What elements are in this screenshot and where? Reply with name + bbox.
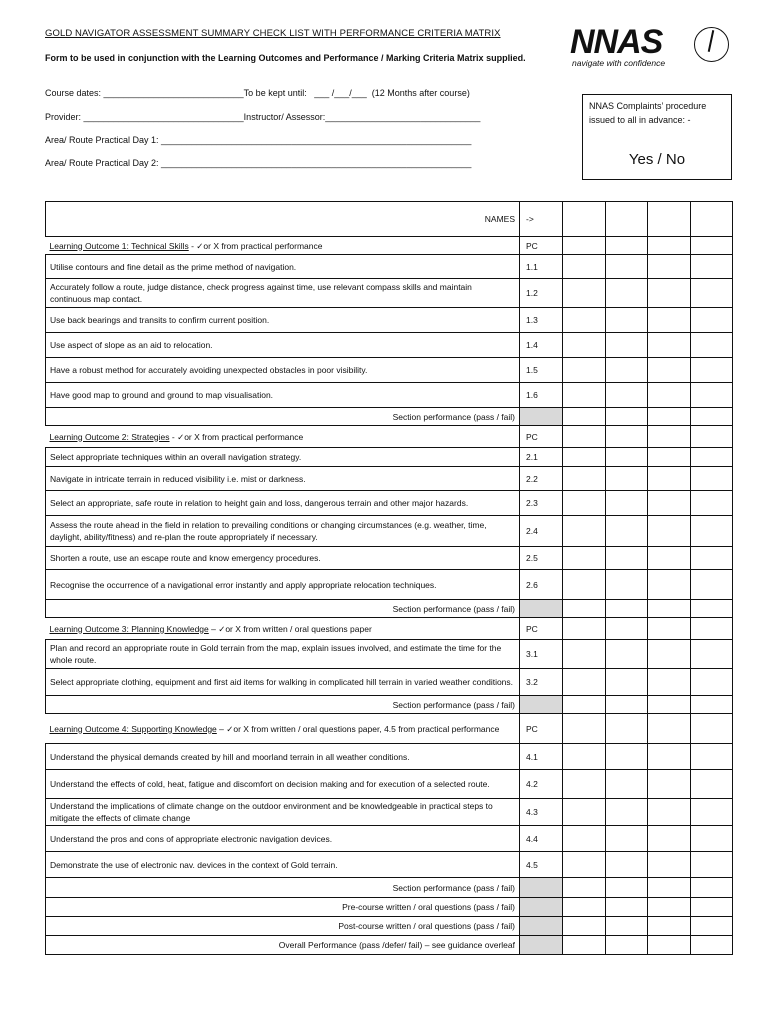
criteria-row <box>46 770 733 799</box>
candidate-name-cell[interactable] <box>563 202 606 237</box>
criteria-text: Shorten a route, use an escape route and know emergency procedures. <box>46 547 520 570</box>
criteria-text: Use back bearings and transits to confirm current position. <box>46 308 520 333</box>
assessment-cell[interactable] <box>648 333 691 358</box>
criteria-code: 4.1 <box>520 744 563 770</box>
section-performance-label: Section performance (pass / fail) <box>46 878 520 898</box>
learning-outcome-instruction: – ✓or X from written / oral questions paper <box>208 623 372 634</box>
section-performance-row <box>46 878 733 898</box>
criteria-text: Recognise the occurrence of a navigational error instantly and apply appropriate relocation techniques. <box>46 570 520 600</box>
criteria-code: 1.6 <box>520 383 563 408</box>
criteria-text: Select appropriate techniques within an overall navigation strategy. <box>46 448 520 467</box>
criteria-row <box>46 799 733 826</box>
criteria-text: Have a robust method for accurately avoiding unexpected obstacles in poor visibility. <box>46 358 520 383</box>
pc-label: PC <box>520 426 563 448</box>
blank-cell[interactable] <box>648 426 691 448</box>
criteria-text: Understand the implications of climate change on the outdoor environment and be knowledgeable in practical steps to mitigate the effects of climate change <box>46 799 520 826</box>
assessment-cell[interactable] <box>648 358 691 383</box>
assessment-cell[interactable] <box>690 491 733 516</box>
assessment-cell[interactable] <box>605 448 648 467</box>
assessment-cell[interactable] <box>563 826 606 852</box>
learning-outcome-title: Learning Outcome 2: Strategies <box>49 431 170 442</box>
page-title: GOLD NAVIGATOR ASSESSMENT SUMMARY CHECK LIST WITH PERFORMANCE CRITERIA MATRIX <box>45 28 501 39</box>
section-result-cell[interactable] <box>690 696 733 714</box>
section-performance-label: Section performance (pass / fail) <box>46 408 520 426</box>
assessment-cell[interactable] <box>605 770 648 799</box>
learning-outcome-title: Learning Outcome 3: Planning Knowledge <box>49 623 209 634</box>
candidate-name-cell[interactable] <box>605 202 648 237</box>
assessment-cell[interactable] <box>563 547 606 570</box>
section-result-cell[interactable] <box>690 878 733 898</box>
assessment-cell[interactable] <box>605 826 648 852</box>
section-result-cell[interactable] <box>648 696 691 714</box>
criteria-text: Select appropriate clothing, equipment and first aid items for walking in complicated hill terrain in varied weather conditions. <box>46 669 520 696</box>
criteria-text: Assess the route ahead in the field in relation to prevailing conditions or changing circumstances (e.g. weather, time, daylight, ability/fitness) and re-plan the route appropriately if necessary. <box>46 516 520 547</box>
section-performance-row <box>46 600 733 618</box>
learning-outcome-heading <box>46 714 520 744</box>
blank-cell[interactable] <box>563 426 606 448</box>
assessment-cell[interactable] <box>563 255 606 279</box>
criteria-row <box>46 308 733 333</box>
assessment-cell[interactable] <box>605 491 648 516</box>
assessment-cell[interactable] <box>690 640 733 669</box>
pre-course-row-label: Pre-course written / oral questions (pass / fail) <box>46 898 520 917</box>
overall-performance-row <box>46 936 733 955</box>
complaints-yes-no[interactable]: Yes / No <box>628 151 686 168</box>
assessment-cell[interactable] <box>605 255 648 279</box>
assessment-cell[interactable] <box>648 448 691 467</box>
criteria-code: 4.5 <box>520 852 563 878</box>
assessment-cell[interactable] <box>690 358 733 383</box>
result-cell[interactable] <box>648 898 691 917</box>
criteria-code: 1.1 <box>520 255 563 279</box>
criteria-row <box>46 358 733 383</box>
assessment-cell[interactable] <box>648 308 691 333</box>
section-result-cell[interactable] <box>690 408 733 426</box>
section-result-cell[interactable] <box>605 878 648 898</box>
result-cell[interactable] <box>563 936 606 955</box>
criteria-text: Navigate in intricate terrain in reduced visibility i.e. mist or darkness. <box>46 467 520 491</box>
pc-label: PC <box>520 714 563 744</box>
blank-cell[interactable] <box>690 426 733 448</box>
provider-field[interactable]: Provider: ________________________________Instructor/ Assessor:_______________________________ <box>45 112 481 122</box>
pc-label: PC <box>520 237 563 255</box>
assessment-cell[interactable] <box>648 279 691 308</box>
assessment-cell[interactable] <box>563 570 606 600</box>
assessment-cell[interactable] <box>648 467 691 491</box>
criteria-row <box>46 669 733 696</box>
criteria-text: Understand the effects of cold, heat, fatigue and discomfort on decision making and for execution of a selected route. <box>46 770 520 799</box>
page-subtitle: Form to be used in conjunction with the Learning Outcomes and Performance / Marking Criteria Matrix supplied. <box>45 53 526 63</box>
criteria-text: Select an appropriate, safe route in relation to height gain and loss, dangerous terrain and other major hazards. <box>46 491 520 516</box>
criteria-text: Plan and record an appropriate route in Gold terrain from the map, explain issues involved, and estimate the time for the whole route. <box>46 640 520 669</box>
criteria-row <box>46 279 733 308</box>
learning-outcome-instruction: - ✓or X from practical performance <box>169 431 304 442</box>
criteria-row <box>46 826 733 852</box>
assessment-cell[interactable] <box>690 448 733 467</box>
blank-cell[interactable] <box>563 237 606 255</box>
assessment-cell[interactable] <box>648 852 691 878</box>
blank-cell[interactable] <box>563 714 606 744</box>
assessment-cell[interactable] <box>648 744 691 770</box>
section-result-cell[interactable] <box>690 600 733 618</box>
assessment-cell[interactable] <box>605 333 648 358</box>
assessment-cell[interactable] <box>690 799 733 826</box>
learning-outcome-header-row <box>46 618 733 640</box>
assessment-cell[interactable] <box>563 516 606 547</box>
assessment-cell[interactable] <box>648 383 691 408</box>
section-result-cell[interactable] <box>648 408 691 426</box>
section-result-cell[interactable] <box>605 408 648 426</box>
section-result-cell[interactable] <box>563 408 606 426</box>
result-cell[interactable] <box>605 917 648 936</box>
logo-tagline: navigate with confidence <box>572 58 666 68</box>
criteria-row <box>46 255 733 279</box>
blank-cell[interactable] <box>690 237 733 255</box>
result-cell[interactable] <box>690 917 733 936</box>
names-label: NAMES <box>46 202 520 237</box>
assessment-cell[interactable] <box>690 852 733 878</box>
assessment-cell[interactable] <box>605 640 648 669</box>
pre-course-row <box>46 898 733 917</box>
area-day2-field[interactable]: Area/ Route Practical Day 2: ______________________________________________________________ <box>45 158 472 168</box>
assessment-cell[interactable] <box>563 448 606 467</box>
section-result-cell[interactable] <box>648 600 691 618</box>
assessment-cell[interactable] <box>605 308 648 333</box>
result-cell[interactable] <box>605 898 648 917</box>
assessment-cell[interactable] <box>563 799 606 826</box>
grey-cell <box>520 936 563 955</box>
criteria-row <box>46 491 733 516</box>
criteria-text: Have good map to ground and ground to map visualisation. <box>46 383 520 408</box>
criteria-code: 4.2 <box>520 770 563 799</box>
criteria-row <box>46 516 733 547</box>
assessment-cell[interactable] <box>563 333 606 358</box>
blank-cell[interactable] <box>605 618 648 640</box>
assessment-cell[interactable] <box>605 516 648 547</box>
result-cell[interactable] <box>690 898 733 917</box>
learning-outcome-heading <box>46 426 520 448</box>
assessment-cell[interactable] <box>690 279 733 308</box>
criteria-code: 2.1 <box>520 448 563 467</box>
assessment-table <box>45 201 733 955</box>
assessment-cell[interactable] <box>648 770 691 799</box>
criteria-code: 2.6 <box>520 570 563 600</box>
criteria-row <box>46 744 733 770</box>
assessment-cell[interactable] <box>690 383 733 408</box>
result-cell[interactable] <box>690 936 733 955</box>
grey-cell <box>520 878 563 898</box>
criteria-text: Understand the physical demands created by hill and moorland terrain in all weather conditions. <box>46 744 520 770</box>
section-result-cell[interactable] <box>563 878 606 898</box>
criteria-row <box>46 333 733 358</box>
post-course-row <box>46 917 733 936</box>
blank-cell[interactable] <box>690 714 733 744</box>
assessment-cell[interactable] <box>605 570 648 600</box>
grey-cell <box>520 917 563 936</box>
assessment-cell[interactable] <box>605 744 648 770</box>
assessment-cell[interactable] <box>690 255 733 279</box>
section-result-cell[interactable] <box>605 600 648 618</box>
assessment-cell[interactable] <box>690 744 733 770</box>
result-cell[interactable] <box>648 936 691 955</box>
assessment-cell[interactable] <box>648 826 691 852</box>
assessment-cell[interactable] <box>690 516 733 547</box>
course-dates-field[interactable]: Course dates: ____________________________To be kept until: ___ /___/___ (12 Months after course) <box>45 88 470 98</box>
assessment-cell[interactable] <box>563 770 606 799</box>
criteria-code: 1.2 <box>520 279 563 308</box>
assessment-cell[interactable] <box>605 669 648 696</box>
assessment-cell[interactable] <box>563 744 606 770</box>
criteria-code: 2.3 <box>520 491 563 516</box>
assessment-cell[interactable] <box>605 358 648 383</box>
nnas-logo <box>570 24 735 72</box>
assessment-cell[interactable] <box>648 547 691 570</box>
complaints-box <box>582 94 732 180</box>
candidate-name-cell[interactable] <box>648 202 691 237</box>
assessment-cell[interactable] <box>605 383 648 408</box>
assessment-cell[interactable] <box>690 826 733 852</box>
complaints-text: NNAS Complaints’ procedure issued to all in advance: - <box>589 101 707 125</box>
section-performance-row <box>46 408 733 426</box>
assessment-cell[interactable] <box>563 308 606 333</box>
learning-outcome-header-row <box>46 237 733 255</box>
result-cell[interactable] <box>648 917 691 936</box>
assessment-cell[interactable] <box>648 255 691 279</box>
blank-cell[interactable] <box>605 426 648 448</box>
assessment-cell[interactable] <box>605 279 648 308</box>
criteria-text: Use aspect of slope as an aid to relocation. <box>46 333 520 358</box>
assessment-cell[interactable] <box>563 640 606 669</box>
assessment-cell[interactable] <box>605 547 648 570</box>
assessment-cell[interactable] <box>690 669 733 696</box>
assessment-cell[interactable] <box>690 467 733 491</box>
assessment-cell[interactable] <box>648 516 691 547</box>
criteria-row <box>46 852 733 878</box>
assessment-cell[interactable] <box>690 333 733 358</box>
learning-outcome-instruction: - ✓or X from practical performance <box>188 240 323 251</box>
blank-cell[interactable] <box>690 618 733 640</box>
criteria-code: 3.2 <box>520 669 563 696</box>
post-course-row-label: Post-course written / oral questions (pass / fail) <box>46 917 520 936</box>
assessment-cell[interactable] <box>563 467 606 491</box>
learning-outcome-header-row <box>46 426 733 448</box>
grey-cell <box>520 696 563 714</box>
blank-cell[interactable] <box>563 618 606 640</box>
criteria-row <box>46 467 733 491</box>
area-day1-field[interactable]: Area/ Route Practical Day 1: ______________________________________________________________ <box>45 135 472 145</box>
assessment-cell[interactable] <box>690 547 733 570</box>
criteria-code: 2.5 <box>520 547 563 570</box>
assessment-cell[interactable] <box>563 852 606 878</box>
section-result-cell[interactable] <box>648 878 691 898</box>
grey-cell <box>520 600 563 618</box>
learning-outcome-heading <box>46 237 520 255</box>
blank-cell[interactable] <box>648 714 691 744</box>
learning-outcome-title: Learning Outcome 1: Technical Skills <box>49 240 189 251</box>
blank-cell[interactable] <box>605 237 648 255</box>
assessment-cell[interactable] <box>648 570 691 600</box>
section-result-cell[interactable] <box>605 696 648 714</box>
section-result-cell[interactable] <box>563 600 606 618</box>
assessment-cell[interactable] <box>648 640 691 669</box>
assessment-cell[interactable] <box>563 491 606 516</box>
names-row <box>46 202 733 237</box>
logo-text: NNAS <box>570 23 663 61</box>
criteria-code: 3.1 <box>520 640 563 669</box>
names-arrow: -> <box>520 202 563 237</box>
result-cell[interactable] <box>605 936 648 955</box>
criteria-code: 4.4 <box>520 826 563 852</box>
criteria-row <box>46 640 733 669</box>
grey-cell <box>520 898 563 917</box>
section-performance-label: Section performance (pass / fail) <box>46 600 520 618</box>
candidate-name-cell[interactable] <box>690 202 733 237</box>
criteria-text: Accurately follow a route, judge distance, check progress against time, use relevant compass skills and maintain continuous map contact. <box>46 279 520 308</box>
criteria-row <box>46 383 733 408</box>
assessment-cell[interactable] <box>605 467 648 491</box>
criteria-code: 1.3 <box>520 308 563 333</box>
blank-cell[interactable] <box>605 714 648 744</box>
learning-outcome-header-row <box>46 714 733 744</box>
criteria-text: Utilise contours and fine detail as the prime method of navigation. <box>46 255 520 279</box>
result-cell[interactable] <box>563 917 606 936</box>
learning-outcome-heading <box>46 618 520 640</box>
section-performance-label: Section performance (pass / fail) <box>46 696 520 714</box>
assessment-cell[interactable] <box>648 799 691 826</box>
grey-cell <box>520 408 563 426</box>
criteria-code: 2.2 <box>520 467 563 491</box>
assessment-cell[interactable] <box>690 570 733 600</box>
criteria-code: 1.5 <box>520 358 563 383</box>
assessment-cell[interactable] <box>690 770 733 799</box>
learning-outcome-instruction: – ✓or X from written / oral questions paper, 4.5 from practical performance <box>216 723 500 734</box>
criteria-row <box>46 448 733 467</box>
assessment-cell[interactable] <box>563 358 606 383</box>
assessment-cell[interactable] <box>563 383 606 408</box>
assessment-cell[interactable] <box>563 279 606 308</box>
learning-outcome-title: Learning Outcome 4: Supporting Knowledge <box>49 723 217 734</box>
criteria-row <box>46 570 733 600</box>
section-result-cell[interactable] <box>563 696 606 714</box>
assessment-cell[interactable] <box>690 308 733 333</box>
criteria-code: 4.3 <box>520 799 563 826</box>
assessment-cell[interactable] <box>605 799 648 826</box>
blank-cell[interactable] <box>648 237 691 255</box>
assessment-cell[interactable] <box>605 852 648 878</box>
blank-cell[interactable] <box>648 618 691 640</box>
overall-performance-row-label: Overall Performance (pass /defer/ fail) – see guidance overleaf <box>46 936 520 955</box>
pc-label: PC <box>520 618 563 640</box>
criteria-code: 1.4 <box>520 333 563 358</box>
assessment-cell[interactable] <box>563 669 606 696</box>
assessment-cell[interactable] <box>648 669 691 696</box>
criteria-text: Understand the pros and cons of appropriate electronic navigation devices. <box>46 826 520 852</box>
criteria-text: Demonstrate the use of electronic nav. devices in the context of Gold terrain. <box>46 852 520 878</box>
assessment-cell[interactable] <box>648 491 691 516</box>
section-performance-row <box>46 696 733 714</box>
result-cell[interactable] <box>563 898 606 917</box>
criteria-row <box>46 547 733 570</box>
criteria-code: 2.4 <box>520 516 563 547</box>
